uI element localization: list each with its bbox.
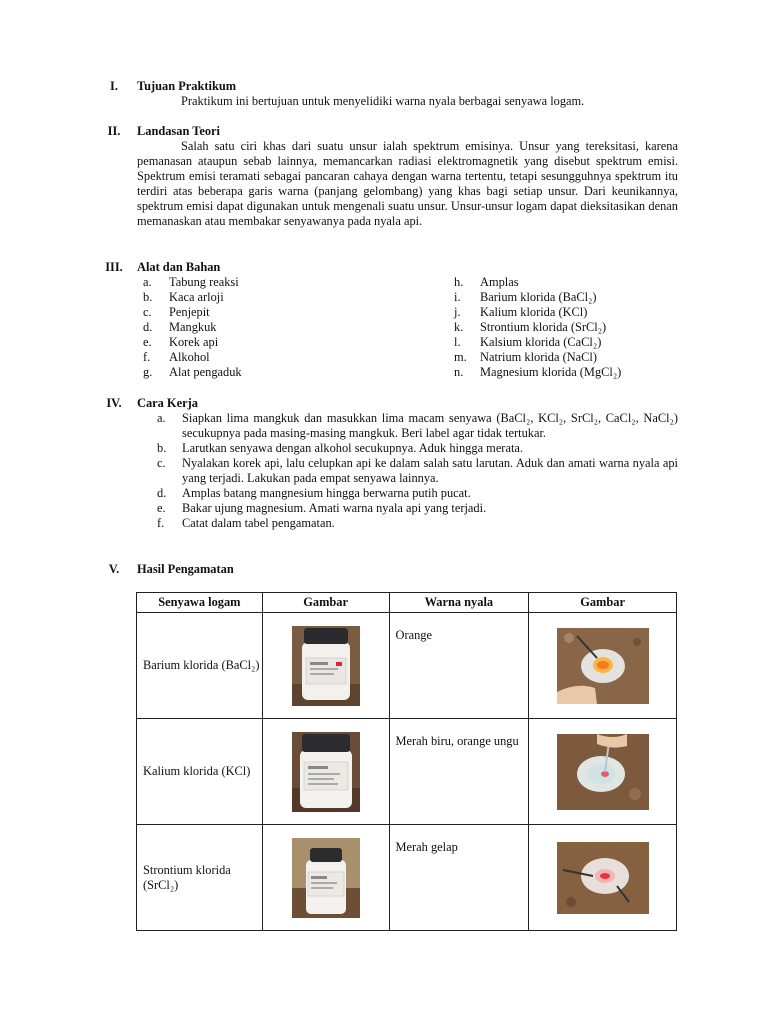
section-number: V.: [108, 562, 120, 576]
table-row: [137, 719, 677, 825]
bottle-photo: [262, 825, 389, 931]
reagent-bottle-image: [292, 838, 360, 918]
list-item: f. Catat dalam tabel pengamatan.: [157, 516, 335, 530]
column-header: Warna nyala: [389, 593, 529, 613]
flame-photo: [529, 825, 677, 931]
flame-color: Merah gelap: [389, 825, 529, 931]
flame-test-image: [557, 628, 649, 704]
list-item: e. Bakar ujung magnesium. Amati warna nyala api yang terjadi.: [157, 501, 487, 515]
table-row: [137, 825, 677, 931]
compound-name: Strontium klorida (SrCl₂): [137, 825, 263, 931]
section-text: Salah satu ciri khas dari suatu unsur ialah spektrum emisinya. Unsur yang tereksitasi, karena pemanasan ataupun sebab lainnya, memancarkan radiasi elektromagnetik yang disebut spektrum emisi. Spektrum emisi teramati sebagai pancaran cahaya dengan warna tertentu, tetapi sesungguhnya spektrum itu terdiri atas beberapa garis warna (panjang gelombang) yang khas bagi setiap unsur. Dari keunikannya, spektrum emisi dapat digunakan untuk mengenali suatu unsur. Unsur-unsur logam dapat dieksitasikan denan memanaskan atau membakar senyawanya pada nyala api.: [137, 139, 678, 228]
section-title: Cara Kerja: [137, 396, 198, 410]
section-number: I.: [110, 79, 118, 93]
flame-test-image: [557, 734, 649, 810]
section-number: III.: [105, 260, 123, 274]
flame-test-image: [557, 842, 649, 914]
compound-name: Barium klorida (BaCl₂): [137, 613, 263, 719]
column-header: Senyawa logam: [137, 593, 263, 613]
observation-table: [136, 592, 677, 931]
reagent-bottle-image: [292, 626, 360, 706]
flame-photo: [529, 613, 677, 719]
cara-steps: [153, 411, 678, 531]
section-title: Tujuan Praktikum: [137, 79, 237, 93]
column-header: Gambar: [529, 593, 677, 613]
table-row: [137, 613, 677, 719]
section-number: IV.: [106, 396, 122, 410]
compound-name: Kalium klorida (KCl): [137, 719, 263, 825]
bottle-photo: [262, 719, 389, 825]
section-title: Hasil Pengamatan: [137, 562, 234, 576]
reagent-bottle-image: [292, 732, 360, 812]
bottle-photo: [262, 613, 389, 719]
section-text: Praktikum ini bertujuan untuk menyelidiki warna nyala berbagai senyawa logam.: [181, 94, 585, 108]
list-item: d. Amplas batang mangnesium hingga berwarna putih pucat.: [157, 486, 471, 500]
table-header-row: [137, 593, 677, 613]
section-number: II.: [107, 124, 121, 138]
list-item: c. Nyalakan korek api, lalu celupkan api ke dalam salah satu larutan. Aduk dan amati warna nyala api yang terjadi. Lakukan pada empat senyawa lainnya.: [157, 456, 678, 485]
flame-photo: [529, 719, 677, 825]
flame-color: Merah biru, orange ungu: [389, 719, 529, 825]
flame-color: Orange: [389, 613, 529, 719]
column-header: Gambar: [262, 593, 389, 613]
list-item: a. Siapkan lima mangkuk dan masukkan lima macam senyawa (BaCl₂, KCl₂, SrCl₂, CaCl₂, NaCl₂) secukupnya pada masing-masing mangkuk. Beri label agar tidak tertukar.: [157, 411, 678, 440]
section-title: Alat dan Bahan: [137, 260, 221, 274]
section-title: Landasan Teori: [137, 124, 220, 138]
list-item: b. Larutkan senyawa dengan alkohol secukupnya. Aduk hingga merata.: [157, 441, 523, 455]
